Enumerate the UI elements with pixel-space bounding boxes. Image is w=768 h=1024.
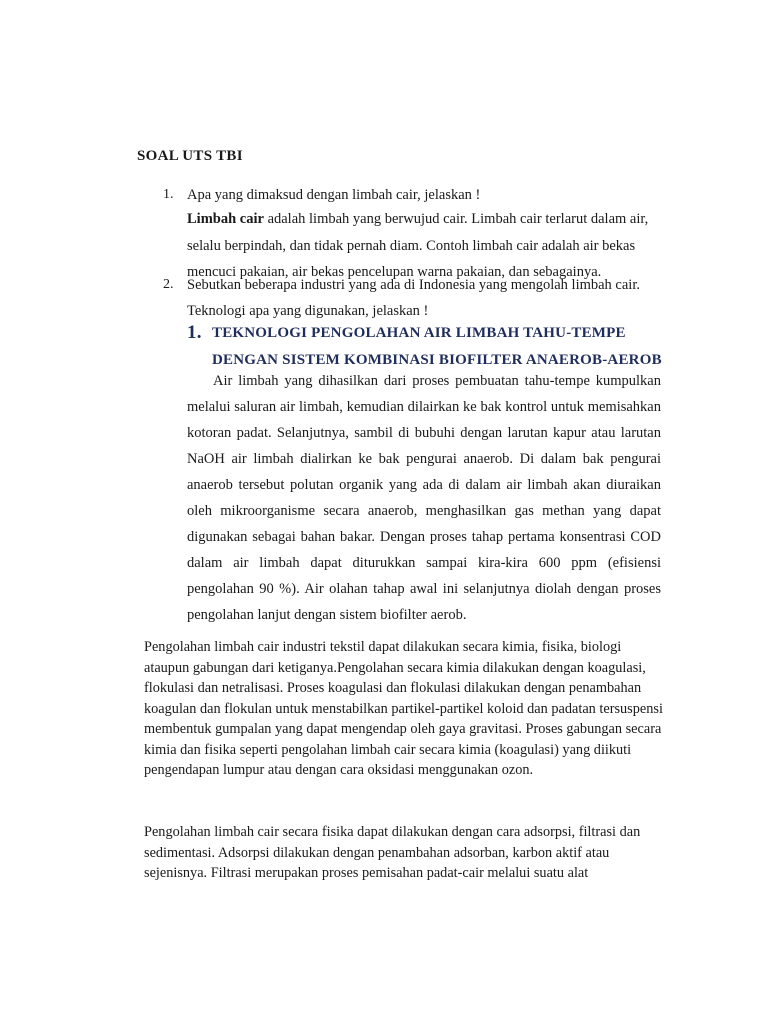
question-2-text-line2: Teknologi apa yang digunakan, jelaskan ! (187, 303, 429, 319)
answer-definition: adalah limbah yang berwujud cair. Limbah cair terlarut dalam air, selalu berpindah, dan tidak pernah diam. Contoh limbah cair adalah air bekas mencuci pakaian, air bekas pencelupan warna pakaian, dan sebagainya. (187, 211, 649, 280)
question-2-text-line1: Sebutkan beberapa industri yang ada di Indonesia yang mengolah limbah cair. (187, 277, 640, 293)
section-heading-line2: DENGAN SISTEM KOMBINASI BIOFILTER ANAEROB-AEROB (212, 352, 662, 368)
section-body: Air limbah yang dihasilkan dari proses pembuatan tahu-tempe kumpulkan melalui saluran air limbah, kemudian dilairkan ke bak kontrol untuk memisahkan kotoran padat. Selanjutnya, sambil di bubuhi dengan larutan kapur atau larutan NaOH air limbah dialirkan ke bak pengurai anaerob. Di dalam bak pengurai anaerob tersebut polutan organik yang ada di dalam air limbah akan diuraikan oleh mikroorganisme secara anaerob, menghasilkan gas methan yang dapat digunakan sebagai bahan bakar. Dengan proses tahap pertama konsentrasi COD dalam air limbah dapat diturukkan sampai kira-kira 600 ppm (efisiensi pengolahan 90 %). Air olahan tahap awal ini selanjutnya diolah dengan proses pengolahan lanjut dengan sistem biofilter aerob. (187, 373, 661, 623)
document-title: SOAL UTS TBI (137, 148, 243, 164)
question-1-text: Apa yang dimaksud dengan limbah cair, jelaskan ! (187, 187, 481, 203)
question-2-number: 2. (163, 277, 174, 292)
paragraph-chemical-treatment: Pengolahan limbah cair industri tekstil dapat dilakukan secara kimia, fisika, biologi ataupun gabungan dari ketiganya.Pengolahan secara kimia dilakukan dengan koagulasi, flokulasi dan netralisasi. Proses koagulasi dan flokulasi dilakukan dengan penambahan koagulan dan flokulan untuk menstabilkan partikel-partikel koloid dan padatan tersuspensi membentuk gumpalan yang dapat mengendap oleh gaya gravitasi. Proses gabungan secara kimia dan fisika seperti pengolahan limbah cair secara kimia (koagulasi) yang diikuti pengendapan lumpur atau dengan cara oksidasi menggunakan ozon. (144, 639, 663, 778)
section-heading-line1: TEKNOLOGI PENGOLAHAN AIR LIMBAH TAHU-TEMPE (212, 325, 626, 341)
question-1-answer (187, 206, 661, 286)
answer-term: Limbah cair (187, 211, 264, 227)
paragraph-physical-treatment: Pengolahan limbah cair secara fisika dapat dilakukan dengan cara adsorpsi, filtrasi dan sedimentasi. Adsorpsi dilakukan dengan penambahan adsorban, karbon aktif atau sejenisnya. Filtrasi merupakan proses pemisahan padat-cair melalui suatu alat (144, 824, 641, 881)
question-1-number: 1. (163, 187, 174, 202)
section-number: 1. (187, 322, 202, 343)
